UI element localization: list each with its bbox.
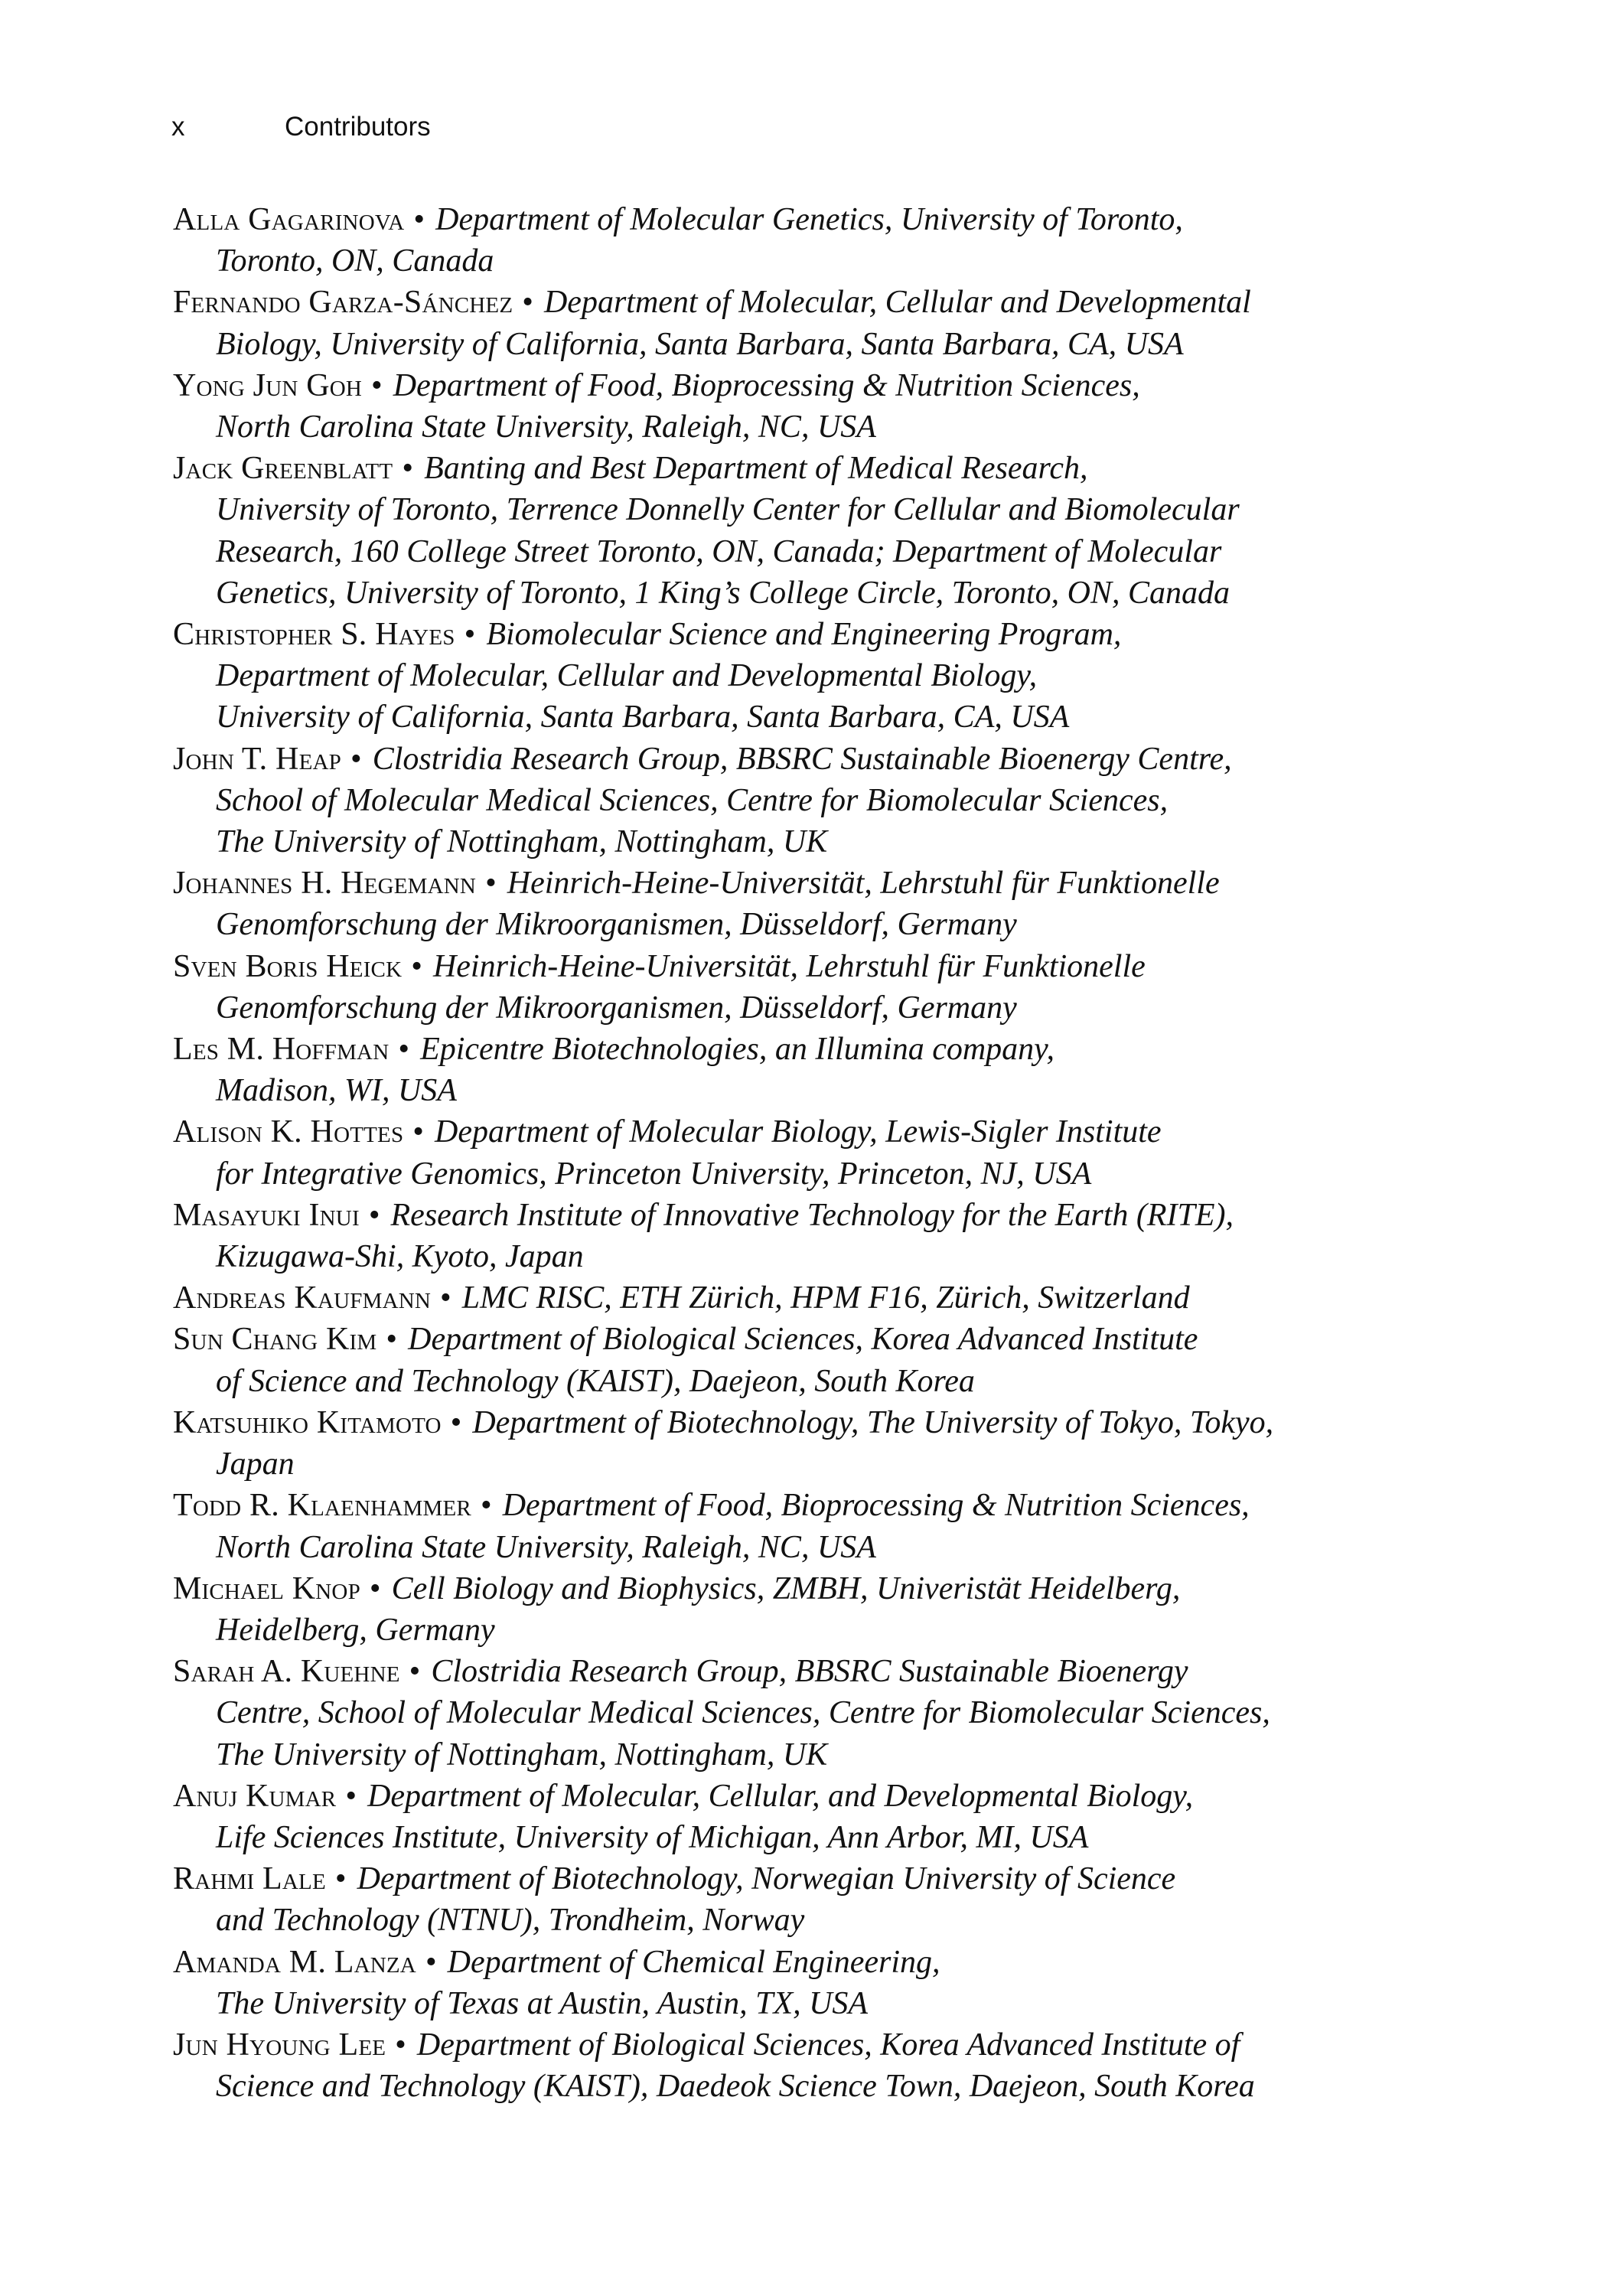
section-title: Contributors [285,112,431,142]
entry-continuation-line [216,324,1474,365]
entry-first-line [173,1568,1474,1609]
contributor-affiliation: Clostridia Research Group, BBSRC Sustainable Bioenergy Centre, [372,741,1232,777]
contributor-affiliation: Heinrich-Heine-Universität, Lehrstuhl für Funktionelle [507,866,1220,902]
entry-first-line [173,1029,1474,1070]
contributor-affiliation: School of Molecular Medical Sciences, Centre for Biomolecular Sciences, [216,782,1169,818]
contributor-affiliation: University of Toronto, Terrence Donnelly Center for Cellular and Biomolecular [216,492,1240,528]
contributor-affiliation: LMC RISC, ETH Zürich, HPM F16, Zürich, Switzerland [461,1280,1190,1316]
entry-first-line [173,1402,1474,1443]
contributor-name: Alison K. Hottes [173,1114,404,1150]
entry-continuation-line [216,696,1474,738]
entry-first-line [173,1942,1474,1983]
separator-bullet: • [368,1197,380,1233]
entry-continuation-line [216,240,1474,282]
contributor-affiliation: Biology, University of California, Santa Barbara, Santa Barbara, CA, USA [216,326,1184,362]
contributor-affiliation: of Science and Technology (KAIST), Daejeon, South Korea [216,1363,975,1399]
contributor-name: Alla Gagarinova [173,202,405,237]
contributor-entry [173,1195,1474,1277]
entry-continuation-line [216,1817,1474,1858]
separator-bullet: • [345,1778,357,1814]
contributor-affiliation: for Integrative Genomics, Princeton University, Princeton, NJ, USA [216,1156,1092,1192]
entry-first-line [173,739,1474,780]
contributor-name: Jack Greenblatt [173,451,393,487]
entry-first-line [173,614,1474,655]
contributor-affiliation: Department of Biological Sciences, Korea Advanced Institute [408,1322,1198,1358]
contributor-entry [173,1858,1474,1941]
entry-first-line [173,448,1474,489]
page-number: x [171,112,185,142]
separator-bullet: • [369,1570,381,1606]
contributor-affiliation: Genomforschung der Mikroorganismen, Düsseldorf, Germany [216,990,1017,1026]
contributor-entry [173,282,1474,364]
contributor-affiliation: The University of Nottingham, Nottingham, UK [216,824,828,860]
contributor-name: Johannes H. Hegemann [173,866,477,902]
contributor-affiliation: Department of Biotechnology, Norwegian University of Science [357,1861,1176,1897]
contributor-entry [173,1776,1474,1858]
contributor-affiliation: Department of Molecular Genetics, University of Toronto, [435,202,1183,237]
entry-continuation-line [216,406,1474,448]
contributor-affiliation: Department of Molecular Biology, Lewis-Sigler Institute [435,1114,1162,1150]
entry-continuation-line [216,572,1474,614]
contributor-affiliation: Department of Molecular, Cellular and Developmental Biology, [216,658,1038,694]
contributor-affiliation: Department of Biological Sciences, Korea Advanced Institute of [416,2027,1240,2063]
contributor-name: Masayuki Inui [173,1197,360,1233]
entry-continuation-line [216,1361,1474,1402]
entry-continuation-line [216,1070,1474,1111]
separator-bullet: • [409,1654,421,1690]
entry-first-line [173,2024,1474,2066]
entry-first-line [173,1111,1474,1153]
contributor-name: Todd R. Klaenhammer [173,1488,471,1524]
separator-bullet: • [450,1404,462,1440]
entry-first-line [173,1195,1474,1236]
entry-continuation-line [216,1153,1474,1195]
separator-bullet: • [334,1861,347,1897]
contributor-affiliation: Japan [216,1446,295,1482]
entry-first-line [173,365,1474,406]
entry-continuation-line [216,1527,1474,1568]
contributor-entry [173,1942,1474,2024]
contributor-entry [173,1485,1474,1567]
contributor-affiliation: Genomforschung der Mikroorganismen, Düsseldorf, Germany [216,907,1017,943]
entry-continuation-line [216,1443,1474,1485]
contributor-affiliation: Heidelberg, Germany [216,1612,495,1648]
entry-first-line [173,1485,1474,1526]
contributor-affiliation: Cell Biology and Biophysics, ZMBH, Univeristät Heidelberg, [391,1570,1181,1606]
contributor-affiliation: Department of Biotechnology, The University of Tokyo, Tokyo, [472,1404,1274,1440]
contributor-affiliation: Banting and Best Department of Medical Research, [424,451,1088,487]
contributor-name: Anuj Kumar [173,1778,337,1814]
separator-bullet: • [485,866,497,902]
entry-first-line [173,1776,1474,1817]
contributor-affiliation: Madison, WI, USA [216,1073,457,1109]
entry-continuation-line [216,904,1474,945]
contributor-entry [173,863,1474,945]
entry-continuation-line [216,821,1474,863]
contributor-affiliation: Epicentre Biotechnologies, an Illumina company, [420,1032,1055,1068]
contributor-affiliation: Research Institute of Innovative Technology for the Earth (RITE), [390,1197,1234,1233]
entry-first-line [173,1277,1474,1319]
contributor-affiliation: Clostridia Research Group, BBSRC Sustainable Bioenergy [431,1654,1188,1690]
entry-first-line [173,282,1474,323]
contributor-affiliation: and Technology (NTNU), Trondheim, Norway [216,1903,805,1939]
contributor-affiliation: Department of Food, Bioprocessing & Nutrition Sciences, [502,1488,1250,1524]
contributor-name: Katsuhiko Kitamoto [173,1404,442,1440]
contributor-affiliation: Life Sciences Institute, University of Michigan, Ann Arbor, MI, USA [216,1819,1089,1855]
contributor-affiliation: Heinrich-Heine-Universität, Lehrstuhl für Funktionelle [432,948,1146,984]
contributor-list [173,199,1474,2107]
contributor-affiliation: Science and Technology (KAIST), Daedeok Science Town, Daejeon, South Korea [216,2069,1255,2105]
contributor-name: Christopher S. Hayes [173,617,455,653]
contributor-entry [173,614,1474,739]
contributor-entry [173,365,1474,448]
entry-first-line [173,1858,1474,1900]
contributor-affiliation: Genetics, University of Toronto, 1 King’s College Circle, Toronto, ON, Canada [216,575,1230,611]
contributor-entry [173,2024,1474,2107]
contributor-entry [173,1277,1474,1319]
entry-first-line [173,1651,1474,1692]
separator-bullet: • [412,1114,425,1150]
separator-bullet: • [480,1488,492,1524]
contributor-affiliation: Department of Chemical Engineering, [447,1944,940,1980]
separator-bullet: • [371,367,383,403]
separator-bullet: • [402,451,414,487]
contributor-name: Sun Chang Kim [173,1322,377,1358]
contributor-affiliation: Kizugawa-Shi, Kyoto, Japan [216,1239,584,1275]
entry-continuation-line [216,1734,1474,1776]
contributor-name: Andreas Kaufmann [173,1280,432,1316]
entry-continuation-line [216,531,1474,572]
entry-first-line [173,199,1474,240]
entry-first-line [173,1319,1474,1360]
entry-continuation-line [216,655,1474,696]
contributor-entry [173,946,1474,1029]
contributor-affiliation: The University of Texas at Austin, Austin, TX, USA [216,1985,869,2021]
contributor-affiliation: North Carolina State University, Raleigh, NC, USA [216,409,876,445]
contributor-affiliation: North Carolina State University, Raleigh, NC, USA [216,1529,876,1565]
contributor-name: Fernando Garza-Sánchez [173,285,513,321]
entry-continuation-line [216,987,1474,1029]
contributor-entry [173,1029,1474,1111]
contributor-entry [173,1402,1474,1485]
contributor-entry [173,1319,1474,1401]
contributor-entry [173,199,1474,282]
contributor-affiliation: Biomolecular Science and Engineering Program, [486,617,1122,653]
separator-bullet: • [386,1322,398,1358]
separator-bullet: • [522,285,533,321]
separator-bullet: • [395,2027,406,2063]
contributor-entry [173,448,1474,614]
contributor-entry [173,739,1474,863]
entry-continuation-line [216,1692,1474,1733]
entry-continuation-line [216,1609,1474,1651]
entry-continuation-line [216,1983,1474,2024]
entry-continuation-line [216,2066,1474,2107]
separator-bullet: • [411,948,422,984]
entry-continuation-line [216,1900,1474,1941]
contributor-name: Michael Knop [173,1570,360,1606]
entry-first-line [173,863,1474,904]
separator-bullet: • [413,202,425,237]
separator-bullet: • [464,617,476,653]
contributor-name: Sarah A. Kuehne [173,1654,400,1690]
contributor-affiliation: Toronto, ON, Canada [216,243,494,279]
contributor-entry [173,1568,1474,1651]
contributor-name: Sven Boris Heick [173,948,403,984]
contributor-name: John T. Heap [173,741,341,777]
running-head [171,112,431,142]
contributor-name: Les M. Hoffman [173,1032,390,1068]
contributor-affiliation: Department of Molecular, Cellular and Developmental [543,285,1251,321]
contributor-affiliation: The University of Nottingham, Nottingham, UK [216,1737,828,1773]
contributor-affiliation: Department of Molecular, Cellular, and Developmental Biology, [367,1778,1194,1814]
separator-bullet: • [425,1944,437,1980]
entry-continuation-line [216,489,1474,530]
contributor-affiliation: Department of Food, Bioprocessing & Nutrition Sciences, [393,367,1140,403]
contributor-name: Jun Hyoung Lee [173,2027,386,2063]
contributor-name: Amanda M. Lanza [173,1944,416,1980]
contributor-name: Rahmi Lale [173,1861,326,1897]
contributor-entry [173,1651,1474,1776]
separator-bullet: • [440,1280,451,1316]
contributor-affiliation: Research, 160 College Street Toronto, ON, Canada; Department of Molecular [216,533,1222,569]
contributor-entry [173,1111,1474,1194]
entry-first-line [173,946,1474,987]
separator-bullet: • [398,1032,410,1068]
separator-bullet: • [350,741,362,777]
contributor-name: Yong Jun Goh [173,367,363,403]
contributor-affiliation: Centre, School of Molecular Medical Sciences, Centre for Biomolecular Sciences, [216,1695,1270,1731]
entry-continuation-line [216,780,1474,821]
contributor-affiliation: University of California, Santa Barbara, Santa Barbara, CA, USA [216,700,1070,735]
entry-continuation-line [216,1236,1474,1277]
